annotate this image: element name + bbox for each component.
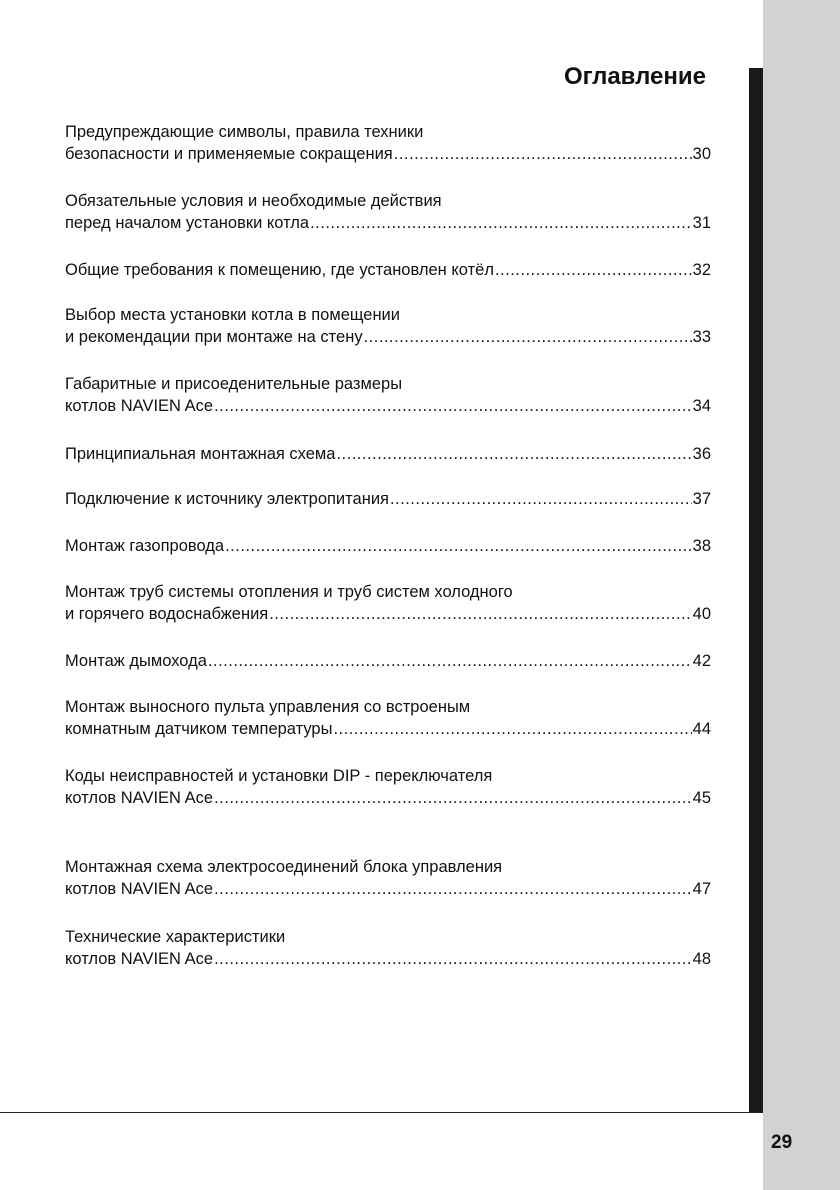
toc-entry[interactable]	[65, 259, 711, 281]
toc-page-number: 31	[692, 214, 711, 232]
toc-entry-title: и горячего водоснабжения	[65, 605, 269, 623]
toc-entry[interactable]	[65, 696, 711, 740]
toc-entry-line1: Монтажная схема электросоединений блока управления	[65, 858, 503, 876]
toc-entry[interactable]	[65, 926, 711, 970]
toc-leader	[214, 878, 692, 900]
toc-page-number: 45	[692, 789, 711, 807]
toc-entry-title: котлов NAVIEN Ace	[65, 397, 214, 415]
toc-leader	[214, 395, 692, 417]
toc-leader	[390, 488, 692, 510]
toc-page-number: 38	[692, 537, 711, 555]
toc-leader	[333, 718, 691, 740]
toc-entry[interactable]	[65, 443, 711, 465]
toc-entry[interactable]	[65, 304, 711, 348]
toc-page-number: 33	[692, 328, 711, 346]
toc-entry-title: котлов NAVIEN Ace	[65, 789, 214, 807]
bottom-rule	[0, 1112, 763, 1113]
toc-entry-title: безопасности и применяемые сокращения	[65, 145, 393, 163]
toc-entry-title: Монтаж дымохода	[65, 652, 207, 670]
toc-entry-line1: Выбор места установки котла в помещении	[65, 306, 400, 324]
toc-leader	[269, 603, 691, 625]
page-title: Оглавление	[564, 63, 706, 90]
toc-entry[interactable]	[65, 535, 711, 557]
toc-entry-line1: Обязательные условия и необходимые действия	[65, 192, 442, 210]
toc-entry[interactable]	[65, 650, 711, 672]
toc-entry-line1: Габаритные и присоеденительные размеры	[65, 375, 403, 393]
side-bar	[749, 68, 763, 1113]
toc-entry[interactable]	[65, 121, 711, 165]
toc-page-number: 32	[692, 261, 711, 279]
toc-leader	[208, 650, 692, 672]
toc-entry-title: Принципиальная монтажная схема	[65, 445, 336, 463]
toc-page-number: 37	[692, 490, 711, 508]
toc-leader	[225, 535, 692, 557]
toc-entry-title: комнатным датчиком температуры	[65, 720, 333, 738]
toc-leader	[394, 143, 692, 165]
page-number: 29	[771, 1132, 793, 1153]
toc-page-number: 48	[692, 950, 711, 968]
toc-page-number: 34	[692, 397, 711, 415]
toc-entry-title: и рекомендации при монтаже на стену	[65, 328, 363, 346]
toc-leader	[364, 326, 692, 348]
toc-entry-line1: Предупреждающие символы, правила техники	[65, 123, 424, 141]
toc-page-number: 40	[692, 605, 711, 623]
toc-leader	[495, 259, 692, 281]
side-tab	[763, 0, 840, 1190]
toc-entry[interactable]	[65, 856, 711, 900]
toc-page-number: 30	[692, 145, 711, 163]
toc-entry[interactable]	[65, 765, 711, 809]
toc-entry[interactable]	[65, 581, 711, 625]
toc-entry-line1: Монтаж труб системы отопления и труб систем холодного	[65, 583, 513, 601]
toc-leader	[214, 787, 692, 809]
toc-entry-title: котлов NAVIEN Ace	[65, 880, 214, 898]
toc-entry-title: Общие требования к помещению, где установлен котёл	[65, 261, 494, 279]
toc-page-number: 36	[692, 445, 711, 463]
toc-entry[interactable]	[65, 488, 711, 510]
toc-entry-title: котлов NAVIEN Ace	[65, 950, 214, 968]
toc-entry-line1: Коды неисправностей и установки DIP - переключателя	[65, 767, 493, 785]
toc-entry[interactable]	[65, 190, 711, 234]
toc-page-number: 47	[692, 880, 711, 898]
toc-entry-title: Монтаж газопровода	[65, 537, 225, 555]
toc-page-number: 44	[692, 720, 711, 738]
toc-entry-line1: Монтаж выносного пульта управления со встроеным	[65, 698, 471, 716]
toc-leader	[336, 443, 691, 465]
toc-entry-line1: Технические характеристики	[65, 928, 286, 946]
toc-leader	[214, 948, 692, 970]
toc-page-number: 42	[692, 652, 711, 670]
toc-entry-title: перед началом установки котла	[65, 214, 310, 232]
toc-leader	[310, 212, 692, 234]
toc-entry-title: Подключение к источнику электропитания	[65, 490, 389, 508]
toc-entry[interactable]	[65, 373, 711, 417]
